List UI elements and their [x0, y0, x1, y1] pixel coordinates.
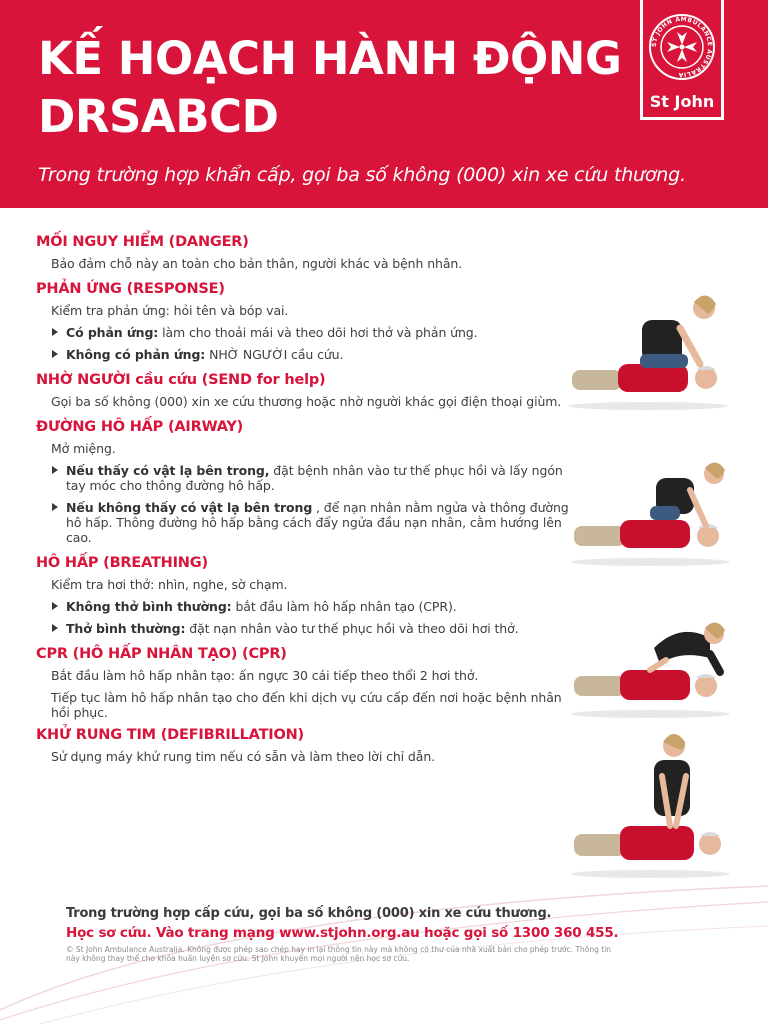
cpr-compression-illustration [570, 730, 740, 880]
section-heading: ĐƯỜNG HÔ HẤP (AIRWAY) [36, 419, 244, 435]
section-airway [36, 419, 576, 545]
bullet-arrow-icon [52, 328, 58, 336]
footer [66, 906, 646, 963]
bullet-item: Thở bình thường: đặt nạn nhân vào tư thế phục hồi và theo dõi hơi thở. [36, 621, 576, 636]
bullet-arrow-icon [52, 602, 58, 610]
page-title [38, 30, 621, 146]
bullet-arrow-icon [52, 503, 58, 511]
section-heading: KHỬ RUNG TIM (DEFIBRILLATION) [36, 727, 304, 743]
footer-contact-line: Học sơ cứu. Vào trang mạng www.stjohn.org.au hoặc gọi số 1300 360 455. [66, 925, 619, 941]
response-check-illustration [568, 284, 738, 414]
bullet-arrow-icon [52, 466, 58, 474]
bullet-item: Không thở bình thường: bắt đầu làm hô hấp nhân tạo (CPR). [36, 599, 576, 614]
section-text: Sử dụng máy khử rung tim nếu có sẵn và làm theo lời chỉ dẫn. [51, 749, 436, 764]
section-heading: CPR (HÔ HẤP NHÂN TẠO) (CPR) [36, 646, 287, 662]
title-line-1: KẾ HOẠCH HÀNH ĐỘNG [38, 32, 622, 85]
footer-disclaimer: © St John Ambulance Australia. Không được phép sao chép hay in lại thông tin này mà không có thư của nhà xuất bản cho phép trước. Thông tin này không thay thế cho khóa huấn luyện sơ cứu. St John khuyến mọi người nên học sơ cứu. [66, 945, 612, 963]
section-response [36, 281, 576, 362]
section-heading: PHẢN ỨNG (RESPONSE) [36, 281, 225, 297]
drsabcd-steps [36, 234, 576, 771]
title-line-2: DRSABCD [38, 90, 279, 143]
airway-check-illustration [570, 460, 740, 570]
st-john-emblem-icon [647, 6, 717, 88]
section-text: Tiếp tục làm hô hấp nhân tạo cho đến khi dịch vụ cứu cấp đến nơi hoặc bệnh nhân hồi phục. [51, 690, 562, 720]
logo-ring-text: ST JOHN AMBULANCE AUSTRALIA [650, 15, 714, 79]
section-text: Mở miệng. [51, 441, 116, 456]
section-text: Kiểm tra hơi thở: nhìn, nghe, sờ chạm. [51, 577, 288, 592]
footer-emergency-line: Trong trường hợp cấp cứu, gọi ba số không (000) xin xe cứu thương. [66, 906, 552, 921]
section-danger [36, 234, 576, 271]
section-cpr [36, 646, 576, 720]
section-text: Kiểm tra phản ứng: hỏi tên và bóp vai. [51, 303, 289, 318]
bullet-item: Nếu thấy có vật lạ bên trong, đặt bệnh nhân vào tư thế phục hồi và lấy ngón tay móc cho thông đường hô hấp. [36, 463, 576, 493]
section-defibrillation [36, 727, 576, 764]
breathing-check-illustration [570, 614, 740, 720]
section-heading: HÔ HẤP (BREATHING) [36, 555, 208, 571]
section-text: Bảo đảm chỗ này an toàn cho bản thân, người khác và bệnh nhân. [51, 256, 463, 271]
bullet-arrow-icon [52, 624, 58, 632]
bullet-item: Nếu không thấy có vật lạ bên trong , để nạn nhân nằm ngửa và thông đường hô hấp. Thông đường hô hấp bằng cách đẩy ngửa đầu nạn nhân, cằm hướng lên cao. [36, 500, 576, 545]
section-text: Bắt đầu làm hô hấp nhân tạo: ấn ngực 30 cái tiếp theo thổi 2 hơi thở. [51, 668, 479, 683]
section-heading: NHỜ NGƯỜI cầu cứu (SEND for help) [36, 372, 326, 388]
bullet-item: Không có phản ứng: NHỜ NGƯỜI cầu cứu. [36, 347, 576, 362]
st-john-logo [640, 0, 724, 120]
section-send [36, 372, 576, 409]
section-heading: MỐI NGUY HIỂM (DANGER) [36, 234, 249, 250]
page-subtitle: Trong trường hợp khẩn cấp, gọi ba số không (000) xin xe cứu thương. [38, 164, 686, 186]
logo-wordmark: St John [649, 92, 715, 111]
section-text: Gọi ba số không (000) xin xe cứu thương hoặc nhờ người khác gọi điện thoại giùm. [51, 394, 562, 409]
bullet-item: Có phản ứng: làm cho thoải mái và theo dõi hơi thở và phản ứng. [36, 325, 576, 340]
bullet-arrow-icon [52, 350, 58, 358]
section-breathing [36, 555, 576, 636]
